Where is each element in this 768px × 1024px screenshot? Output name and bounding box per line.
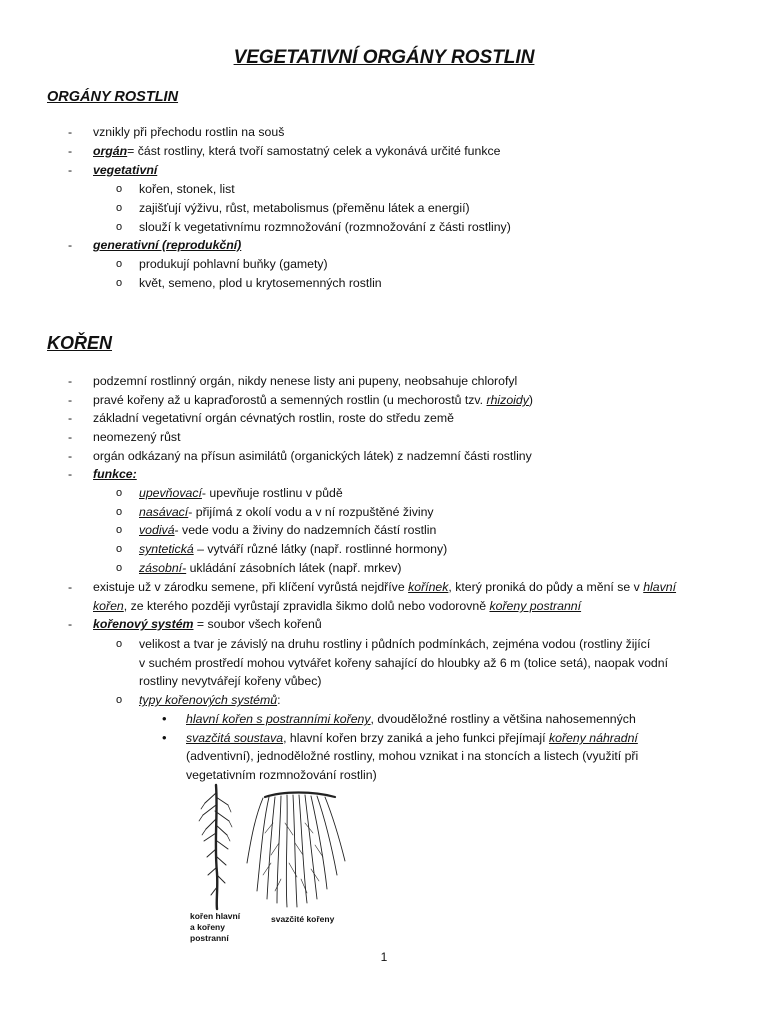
text-fragment: , dvouděložné rostliny a většina nahosemenných bbox=[370, 712, 636, 726]
section-heading-koren: KOŘEN bbox=[47, 333, 113, 353]
dash-marker: - bbox=[68, 374, 73, 388]
page-number: 1 bbox=[380, 950, 388, 964]
sub-item: produkují pohlavní buňky (gamety) bbox=[139, 257, 328, 271]
circle-marker: o bbox=[116, 694, 123, 706]
figure-label-line: a kořeny bbox=[190, 922, 225, 932]
sub-item: slouží k vegetativnímu rozmnožování (rozmnožování z části rostliny) bbox=[139, 220, 511, 234]
bullet-marker: • bbox=[162, 711, 167, 726]
dash-marker: - bbox=[68, 144, 73, 158]
term: hlavní kořen s postranními kořeny bbox=[186, 712, 371, 726]
sub-item-continued: rostliny nevytvářejí kořeny vůbec) bbox=[139, 674, 322, 688]
sub-item bbox=[139, 691, 280, 709]
term: nasávací bbox=[139, 505, 189, 519]
sub-sub-item-continued: vegetativním rozmnožování rostlin) bbox=[186, 768, 377, 782]
term-generativni: generativní (reprodukční) bbox=[93, 238, 242, 252]
list-item bbox=[93, 391, 533, 409]
document-title: VEGETATIVNÍ ORGÁNY ROSTLIN bbox=[233, 47, 535, 68]
list-item: podzemní rostlinný orgán, nikdy nenese listy ani pupeny, neobsahuje chlorofyl bbox=[93, 374, 518, 388]
sub-item bbox=[139, 559, 401, 577]
text-fragment: = soubor všech kořenů bbox=[193, 617, 322, 631]
circle-marker: o bbox=[116, 543, 123, 555]
term: vodivá bbox=[139, 523, 175, 537]
dash-marker: - bbox=[68, 449, 73, 463]
sub-sub-item bbox=[186, 729, 638, 747]
text-fragment: - přijímá z okolí vodu a v ní rozpuštěné živiny bbox=[188, 505, 434, 519]
term: syntetická bbox=[139, 542, 194, 556]
circle-marker: o bbox=[116, 487, 123, 499]
root-illustration bbox=[185, 783, 380, 913]
list-item: neomezený růst bbox=[93, 430, 181, 444]
text-fragment: pravé kořeny až u kapraďorostů a semenných rostlin (u mechorostů tzv. bbox=[93, 393, 487, 407]
list-item bbox=[93, 142, 500, 160]
term-organ: orgán bbox=[93, 144, 128, 158]
sub-sub-item-continued: (adventivní), jednoděložné rostliny, mohou vznikat i na stoncích a listech (využití při bbox=[186, 749, 639, 763]
list-item: základní vegetativní orgán cévnatých rostlin, roste do středu země bbox=[93, 411, 454, 425]
circle-marker: o bbox=[116, 183, 123, 195]
sub-item bbox=[139, 484, 343, 502]
term-vegetativni: vegetativní bbox=[93, 163, 158, 177]
circle-marker: o bbox=[116, 258, 123, 270]
text-fragment: , hlavní kořen brzy zaniká a jeho funkci přejímají bbox=[283, 731, 549, 745]
term-rhizoidy: rhizoidy bbox=[486, 393, 529, 407]
dash-marker: - bbox=[68, 238, 73, 252]
dash-marker: - bbox=[68, 617, 73, 631]
sub-sub-item bbox=[186, 710, 636, 728]
sub-item: kořen, stonek, list bbox=[139, 182, 235, 196]
dash-marker: - bbox=[68, 125, 73, 139]
dash-marker: - bbox=[68, 467, 73, 481]
sub-item bbox=[139, 540, 447, 558]
text-fragment: - upevňuje rostlinu v půdě bbox=[201, 486, 343, 500]
list-item: orgán odkázaný na přísun asimilátů (organických látek) z nadzemní části rostliny bbox=[93, 449, 532, 463]
circle-marker: o bbox=[116, 638, 123, 650]
term: hlavní bbox=[643, 580, 677, 594]
term: kořen bbox=[93, 599, 124, 613]
sub-item bbox=[139, 503, 434, 521]
figure-label-fibrous: svazčité kořeny bbox=[271, 914, 335, 924]
dash-marker: - bbox=[68, 163, 73, 177]
dash-marker: - bbox=[68, 411, 73, 425]
circle-marker: o bbox=[116, 221, 123, 233]
text-fragment: ) bbox=[528, 393, 533, 407]
root-systems-figure bbox=[185, 783, 380, 948]
text-fragment: : bbox=[277, 693, 281, 707]
circle-marker: o bbox=[116, 524, 123, 536]
circle-marker: o bbox=[116, 277, 123, 289]
figure-label-taproot bbox=[190, 911, 240, 944]
text-fragment: ukládání zásobních látek (např. mrkev) bbox=[186, 561, 402, 575]
term: svazčitá soustava bbox=[186, 731, 284, 745]
dash-marker: - bbox=[68, 580, 73, 594]
sub-item-continued: v suchém prostředí mohou vytvářet kořeny sahající do hloubky až 6 m (tolice setá), naopak vodní bbox=[139, 656, 669, 670]
term: typy kořenových systémů bbox=[139, 693, 278, 707]
list-item bbox=[93, 615, 322, 633]
text-fragment: – vytváří různé látky (např. rostlinné hormony) bbox=[193, 542, 448, 556]
text-fragment: - vede vodu a živiny do nadzemních částí rostlin bbox=[174, 523, 437, 537]
sub-item: květ, semeno, plod u krytosemenných rostlin bbox=[139, 276, 382, 290]
figure-label-line: kořen hlavní bbox=[190, 911, 241, 921]
dash-marker: - bbox=[68, 430, 73, 444]
sub-item bbox=[139, 521, 436, 539]
section-heading-organy: ORGÁNY ROSTLIN bbox=[47, 89, 179, 105]
figure-label-line: postranní bbox=[190, 933, 229, 943]
term: kořínek bbox=[408, 580, 449, 594]
term-funkce: funkce: bbox=[93, 467, 137, 481]
sub-item: zajišťují výživu, růst, metabolismus (přeměnu látek a energií) bbox=[139, 201, 470, 215]
text-fragment: , ze kterého později vyrůstají zpravidla šikmo dolů nebo vodorovně bbox=[123, 599, 490, 613]
circle-marker: o bbox=[116, 202, 123, 214]
dash-marker: - bbox=[68, 393, 73, 407]
list-item: vznikly při přechodu rostlin na souš bbox=[93, 125, 285, 139]
term-korenovy-system: kořenový systém bbox=[93, 617, 194, 631]
circle-marker: o bbox=[116, 506, 123, 518]
sub-item: velikost a tvar je závislý na druhu rostliny i půdních podmínkách, zejména vodou (rostliny žijící bbox=[139, 637, 651, 651]
circle-marker: o bbox=[116, 562, 123, 574]
term-definition: = část rostliny, která tvoří samostatný celek a vykonává určité funkce bbox=[127, 144, 501, 158]
term: kořeny postranní bbox=[489, 599, 582, 613]
text-fragment: , který proniká do půdy a mění se v bbox=[448, 580, 644, 594]
bullet-marker: • bbox=[162, 730, 167, 745]
list-item bbox=[93, 578, 676, 596]
list-item-continued bbox=[93, 597, 581, 615]
term: zásobní- bbox=[139, 561, 187, 575]
text-fragment: existuje už v zárodku semene, při klíčení vyrůstá nejdříve bbox=[93, 580, 409, 594]
term: upevňovací bbox=[139, 486, 202, 500]
term: kořeny náhradní bbox=[548, 731, 638, 745]
